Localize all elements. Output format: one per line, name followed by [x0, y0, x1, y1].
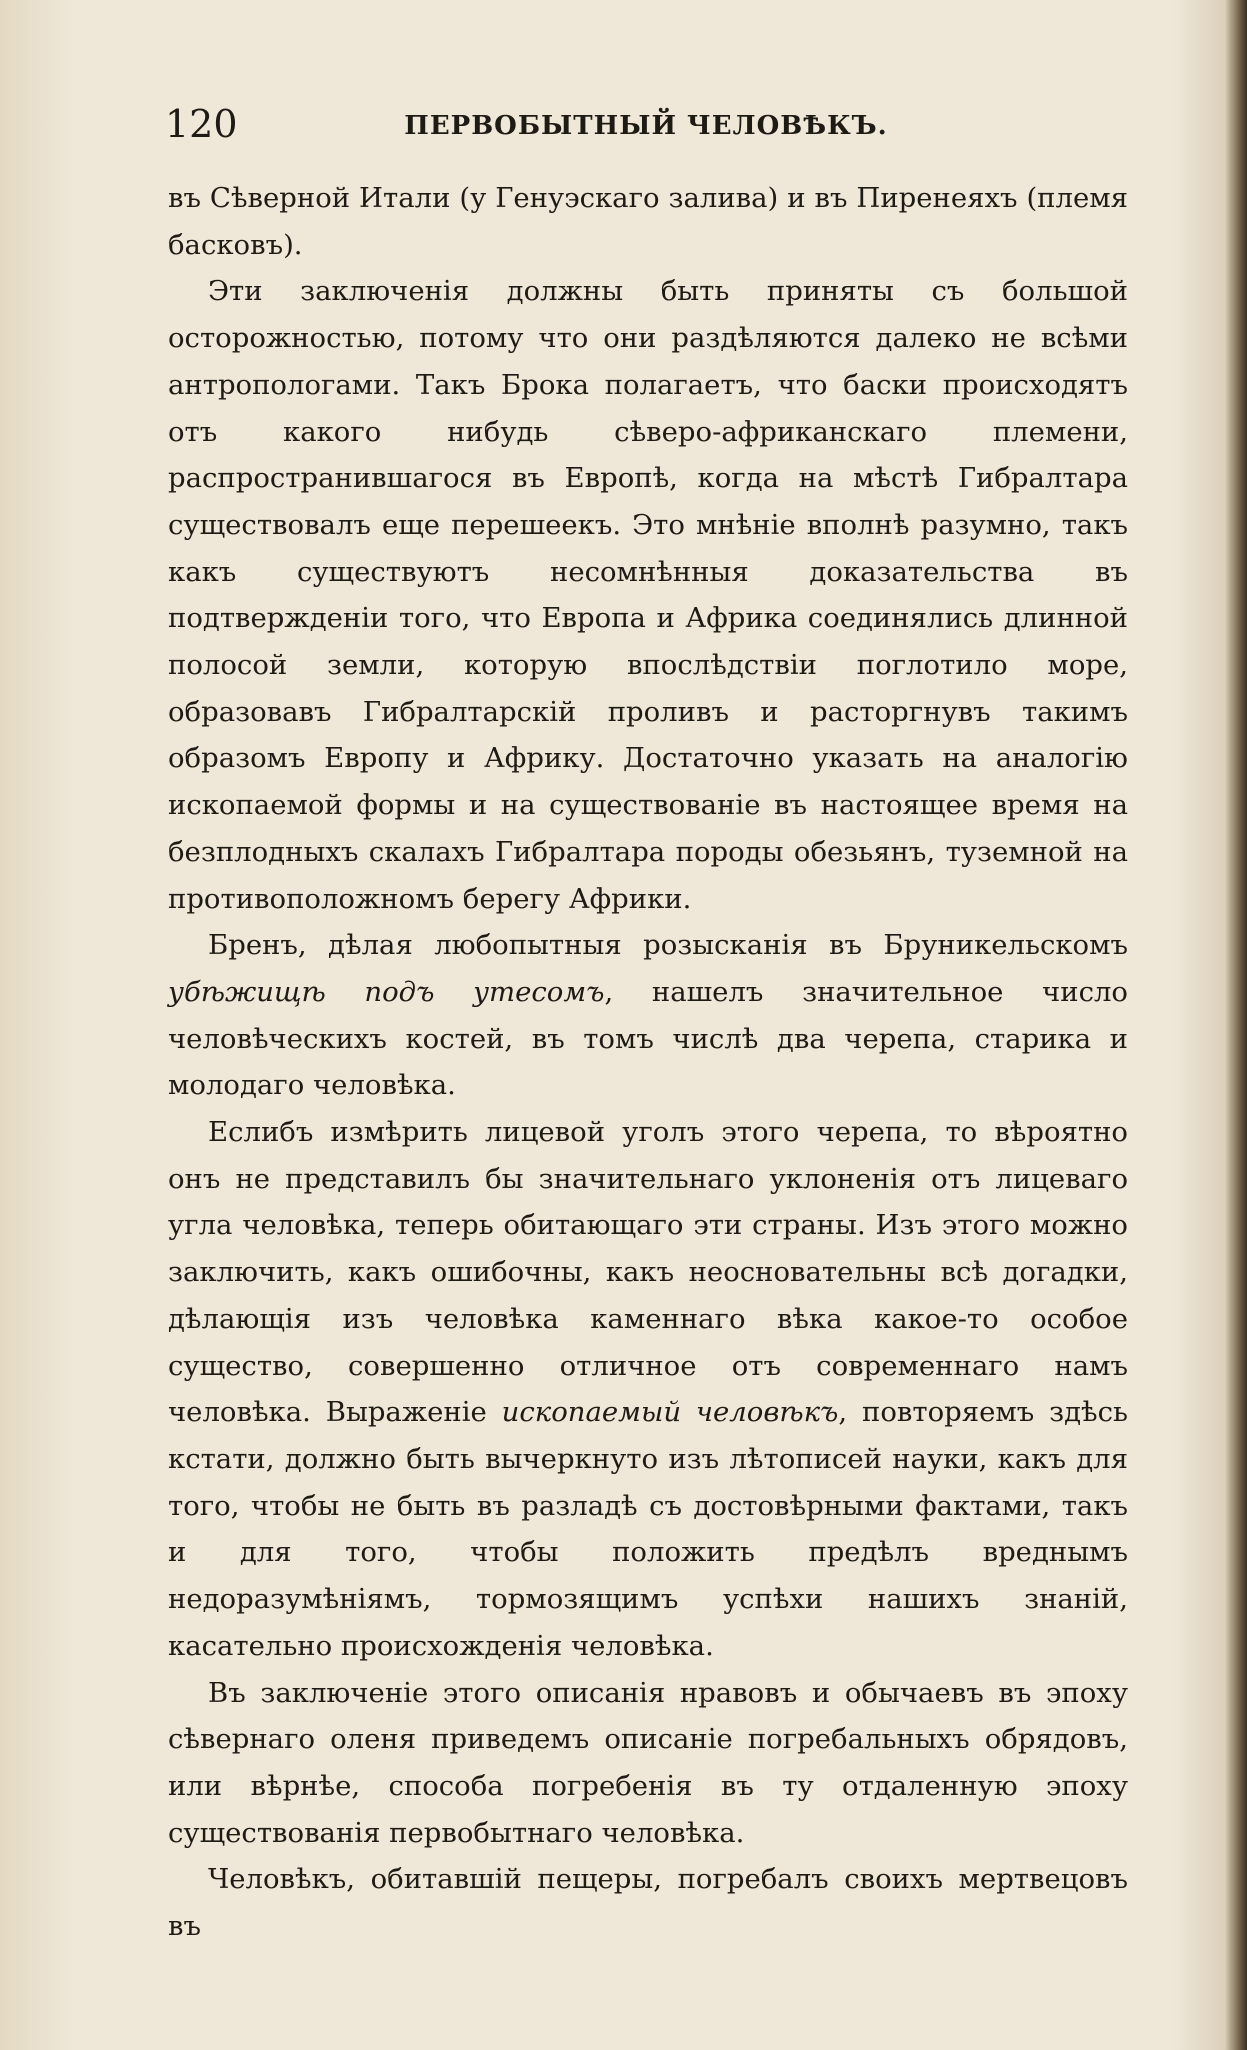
- paragraph-2: Эти заключенія должны быть приняты съ большой осторожностью, потому что они раздѣляются далеко не всѣми антропологами. Такъ Брока полагаетъ, что баски происходятъ отъ какого нибудь сѣверо-африканскаго племени, распространившагося въ Европѣ, когда на мѣстѣ Гибралтара существовалъ еще перешеекъ. Это мнѣніе вполнѣ разумно, такъ какъ существуютъ несомнѣнныя доказательства въ подтвержденіи того, что Европа и Африка соединялись длинной полосой земли, которую впослѣдствіи поглотило море, образовавъ Гибралтарскій проливъ и расторгнувъ такимъ образомъ Европу и Африку. Достаточно указать на аналогію ископаемой формы и на существованіе въ настоящее время на безплодныхъ скалахъ Гибралтара породы обезьянъ, туземной на противоположномъ берегу Африки.: [168, 275, 1128, 915]
- paragraph-4-end: , повторяемъ здѣсь кстати, должно быть вычеркнуто изъ лѣтописей науки, какъ для того, чтобы не быть въ разладѣ съ достовѣрными фактами, такъ и для того, чтобы положить предѣлъ вреднымъ недоразумѣніямъ, тормозящимъ успѣхи нашихъ знаній, касательно происхожденія человѣка.: [168, 1396, 1128, 1662]
- page-number: 120: [165, 102, 238, 146]
- paragraph-4-start: Еслибъ измѣрить лицевой уголъ этого черепа, то вѣроятно онъ не представилъ бы значительнаго уклоненія отъ лицеваго угла человѣка, теперь обитающаго эти страны. Изъ этого можно заключить, какъ ошибочны, какъ неосновательны всѣ догадки, дѣлающія изъ человѣка каменнаго вѣка какое-то особое существо, совершенно отличное отъ современнаго намъ человѣка. Выраженіе: [168, 1116, 1128, 1429]
- paragraph-3: [168, 922, 1128, 1109]
- paragraph-4: [168, 1109, 1128, 1669]
- paragraph-3-end: , нашелъ значительное число человѣческихъ костей, въ томъ числѣ два черепа, старика и молодаго человѣка.: [168, 975, 1128, 1102]
- running-title: ПЕРВОБЫТНЫЙ ЧЕЛОВѢКЪ.: [404, 111, 888, 141]
- page-spine-shadow: [1225, 0, 1247, 2050]
- page-header: [165, 100, 1127, 148]
- paragraph-5: Въ заключеніе этого описанія нравовъ и обычаевъ въ эпоху сѣвернаго оленя приведемъ описаніе погребальныхъ обрядовъ, или вѣрнѣе, способа погребенія въ ту отдаленную эпоху существованія первобытнаго человѣка.: [168, 1676, 1128, 1849]
- italic-term-shelter: убѣжищѣ подъ утесомъ: [168, 975, 605, 1008]
- paragraph-3-start: Бренъ, дѣлая любопытныя розысканія въ Бруникельскомъ: [208, 929, 1128, 962]
- paragraph-6: Человѣкъ, обитавшій пещеры, погребалъ своихъ мертвецовъ въ: [168, 1863, 1128, 1943]
- body-text: [168, 175, 1128, 1950]
- paragraph-1: въ Сѣверной Итали (у Генуэскаго залива) и въ Пиренеяхъ (племя басковъ).: [168, 182, 1128, 261]
- italic-term-fossil-man: ископаемый человѣкъ: [501, 1396, 839, 1429]
